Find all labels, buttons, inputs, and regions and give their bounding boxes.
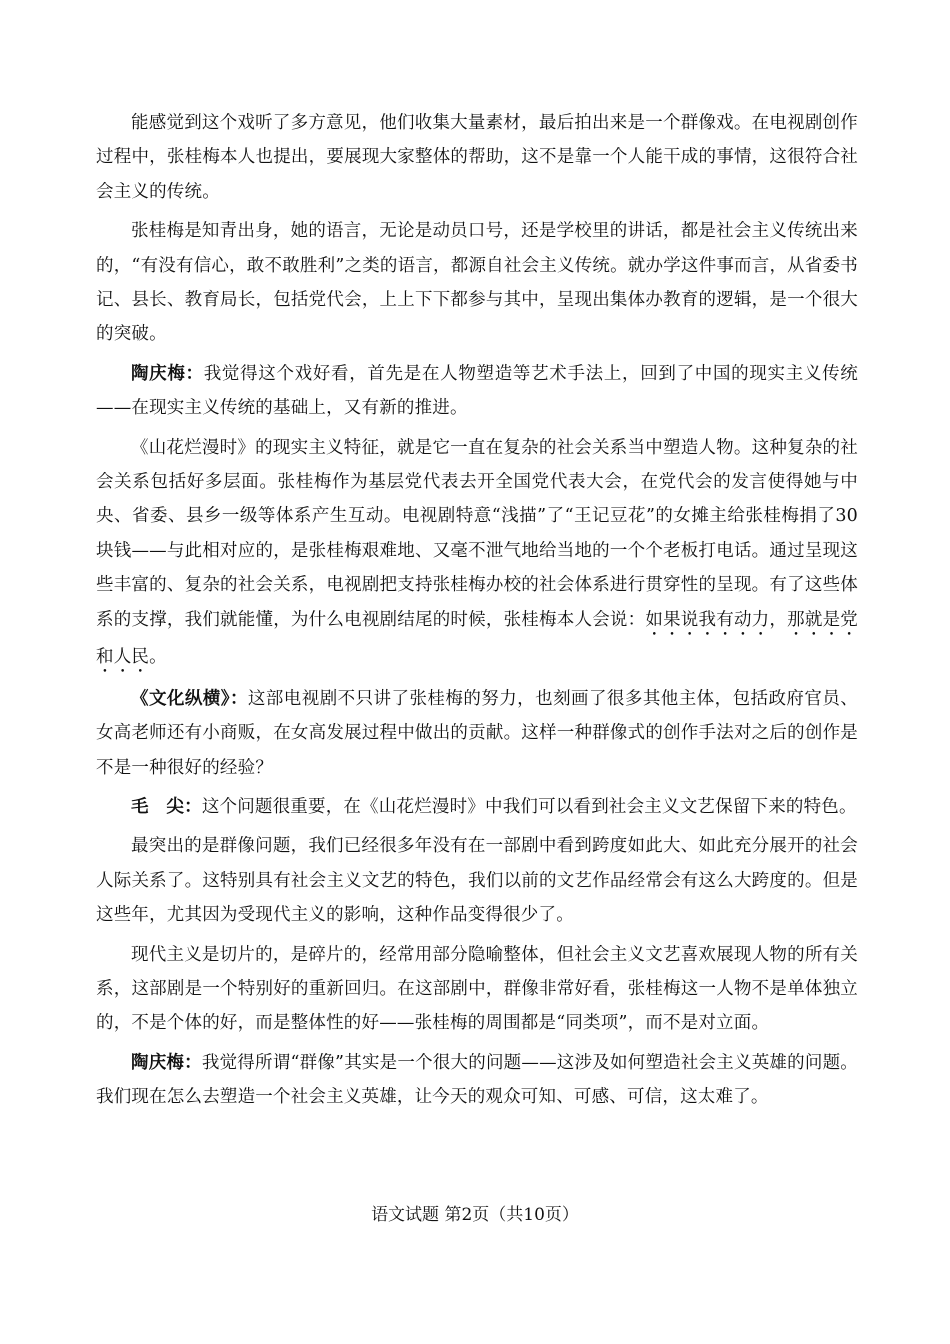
- paragraph-2: [96, 214, 858, 352]
- document-body: [96, 106, 858, 1120]
- paragraph-6: [96, 790, 858, 824]
- paragraph-text: 张桂梅是知青出身，她的语言，无论是动员口号，还是学校里的讲话，都是社会主义传统出来的，“有没有信心，敢不敢胜利”之类的语言，都源自社会主义传统。就办学这件事而言，从省委书记、县长、教育局长，包括党代会，上上下下都参与其中，呈现出集体办教育的逻辑，是一个很大的突破。: [96, 221, 858, 345]
- emphasized-quote: 如果说我有动力，那就是党和人民: [96, 609, 858, 667]
- paragraph-text: 这部电视剧不只讲了张桂梅的努力，也刻画了很多其他主体，包括政府官员、女高老师还有小商贩，在女高发展过程中做出的贡献。这样一种群像式的创作手法对之后的创作是不是一种很好的经验？: [96, 688, 858, 778]
- paragraph-7: [96, 829, 858, 932]
- paragraph-3: [96, 357, 858, 426]
- paragraph-text: 我觉得这个戏好看，首先是在人物塑造等艺术手法上，回到了中国的现实主义传统——在现实主义传统的基础上，又有新的推进。: [96, 363, 858, 419]
- speaker-label: 陶庆梅：: [131, 363, 204, 384]
- speaker-label: 陶庆梅：: [131, 1052, 202, 1073]
- page-footer: 语文试题 第2页（共10页）: [371, 1205, 579, 1225]
- paragraph-8: [96, 938, 858, 1041]
- speaker-label: 毛 尖：: [131, 796, 202, 817]
- paragraph-9: [96, 1046, 858, 1115]
- paragraph-4: [96, 431, 858, 677]
- paragraph-text: 《山花烂漫时》的现实主义特征，就是它一直在复杂的社会关系当中塑造人物。这种复杂的社会关系包括好多层面。张桂梅作为基层党代表去开全国党代表大会，在党代会的发言使得她与中央、省委、县乡一级等体系产生互动。电视剧特意“浅描”了“王记豆花”的女摊主给张桂梅捐了30块钱——与此相对应的，是张桂梅艰难地、又毫不泄气地给当地的一个个老板打电话。通过呈现这些丰富的、复杂的社会关系，电视剧把支持张桂梅办校的社会体系进行贯穿性的呈现。有了这些体系的支撑，我们就能懂，为什么电视剧结尾的时候，张桂梅本人会说：: [96, 437, 858, 630]
- paragraph-5: [96, 682, 858, 785]
- paragraph-text: 我觉得所谓“群像”其实是一个很大的问题——这涉及如何塑造社会主义英雄的问题。我们现在怎么去塑造一个社会主义英雄，让今天的观众可知、可感、可信，这太难了。: [96, 1052, 858, 1108]
- paragraph-1: [96, 106, 858, 209]
- paragraph-text: 现代主义是切片的，是碎片的，经常用部分隐喻整体，但社会主义文艺喜欢展现人物的所有关系，这部剧是一个特别好的重新回归。在这部剧中，群像非常好看，张桂梅这一人物不是单体独立的，不是个体的好，而是整体性的好——张桂梅的周围都是“同类项”，而不是对立面。: [96, 944, 858, 1034]
- paragraph-text: 最突出的是群像问题，我们已经很多年没有在一部剧中看到跨度如此大、如此充分展开的社会人际关系了。这特别具有社会主义文艺的特色，我们以前的文艺作品经常会有这么大跨度的。但是这些年，尤其因为受现代主义的影响，这种作品变得很少了。: [96, 836, 858, 926]
- paragraph-text-end: 。: [149, 646, 167, 667]
- speaker-label: 《文化纵横》：: [131, 688, 248, 709]
- paragraph-text: 能感觉到这个戏听了多方意见，他们收集大量素材，最后拍出来是一个群像戏。在电视剧创作过程中，张桂梅本人也提出，要展现大家整体的帮助，这不是靠一个人能干成的事情，这很符合社会主义的传统。: [96, 113, 858, 202]
- paragraph-text: 这个问题很重要，在《山花烂漫时》中我们可以看到社会主义文艺保留下来的特色。: [201, 796, 857, 817]
